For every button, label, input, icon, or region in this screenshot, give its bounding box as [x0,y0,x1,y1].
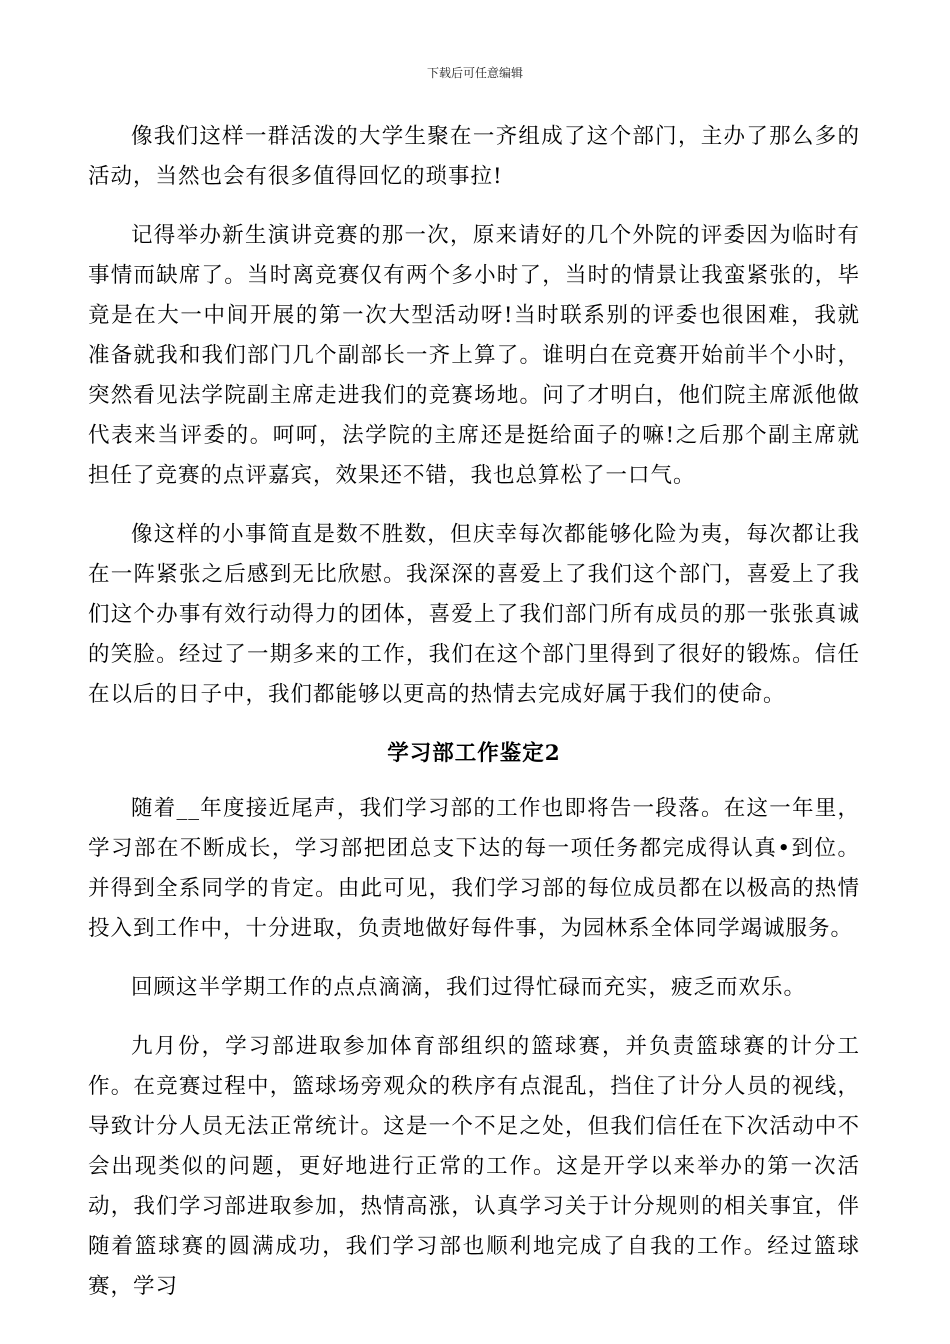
header-note: 下载后可任意编辑 [426,66,523,80]
document-body [88,117,860,1326]
paragraph: 随着__年度接近尾声，我们学习部的工作也即将告一段落。在这一年里，学习部在不断成长，学习部把团总支下达的每一项任务都完成得认真•到位。并得到全系同学的肯定。由此可见，我们学习部的每位成员都在以极高的热情投入到工作中，十分进取，负责地做好每件事，为园林系全体同学竭诚服务。 [88,796,860,941]
paragraph: 像我们这样一群活泼的大学生聚在一齐组成了这个部门，主办了那么多的活动，当然也会有很多值得回忆的琐事拉! [88,124,860,189]
paragraph: 回顾这半学期工作的点点滴滴，我们过得忙碌而充实，疲乏而欢乐。 [131,975,807,1000]
paragraph: 像这样的小事简直是数不胜数，但庆幸每次都能够化险为夷，每次都让我在一阵紧张之后感到无比欣慰。我深深的喜爱上了我们这个部门，喜爱上了我们这个办事有效行动得力的团体，喜爱上了我们部门所有成员的那一张张真诚的笑脸。经过了一期多来的工作，我们在这个部门里得到了很好的锻炼。信任在以后的日子中，我们都能够以更高的热情去完成好属于我们的使命。 [88,522,860,707]
paragraph: 九月份，学习部进取参加体育部组织的篮球赛，并负责篮球赛的计分工作。在竞赛过程中，篮球场旁观众的秩序有点混乱，挡住了计分人员的视线，导致计分人员无法正常统计。这是一个不足之处，但我们信任在下次活动中不会出现类似的问题，更好地进行正常的工作。这是开学以来举办的第一次活动，我们学习部进取参加，热情高涨，认真学习关于计分规则的相关事宜，伴随着篮球赛的圆满成功，我们学习部也顺利地完成了自我的工作。经过篮球赛，学习 [88,1034,860,1299]
section-title: 学习部工作鉴定2 [387,741,561,766]
paragraph: 记得举办新生演讲竞赛的那一次，原来请好的几个外院的评委因为临时有事情而缺席了。当时离竞赛仅有两个多小时了，当时的情景让我蛮紧张的，毕竟是在大一中间开展的第一次大型活动呀!当时联系别的评委也很困难，我就准备就我和我们部门几个副部长一齐上算了。谁明白在竞赛开始前半个小时，突然看见法学院副主席走进我们的竞赛场地。问了才明白，他们院主席派他做代表来当评委的。呵呵，法学院的主席还是挺给面子的嘛!之后那个副主席就担任了竞赛的点评嘉宾，效果还不错，我也总算松了一口气。 [88,223,860,488]
